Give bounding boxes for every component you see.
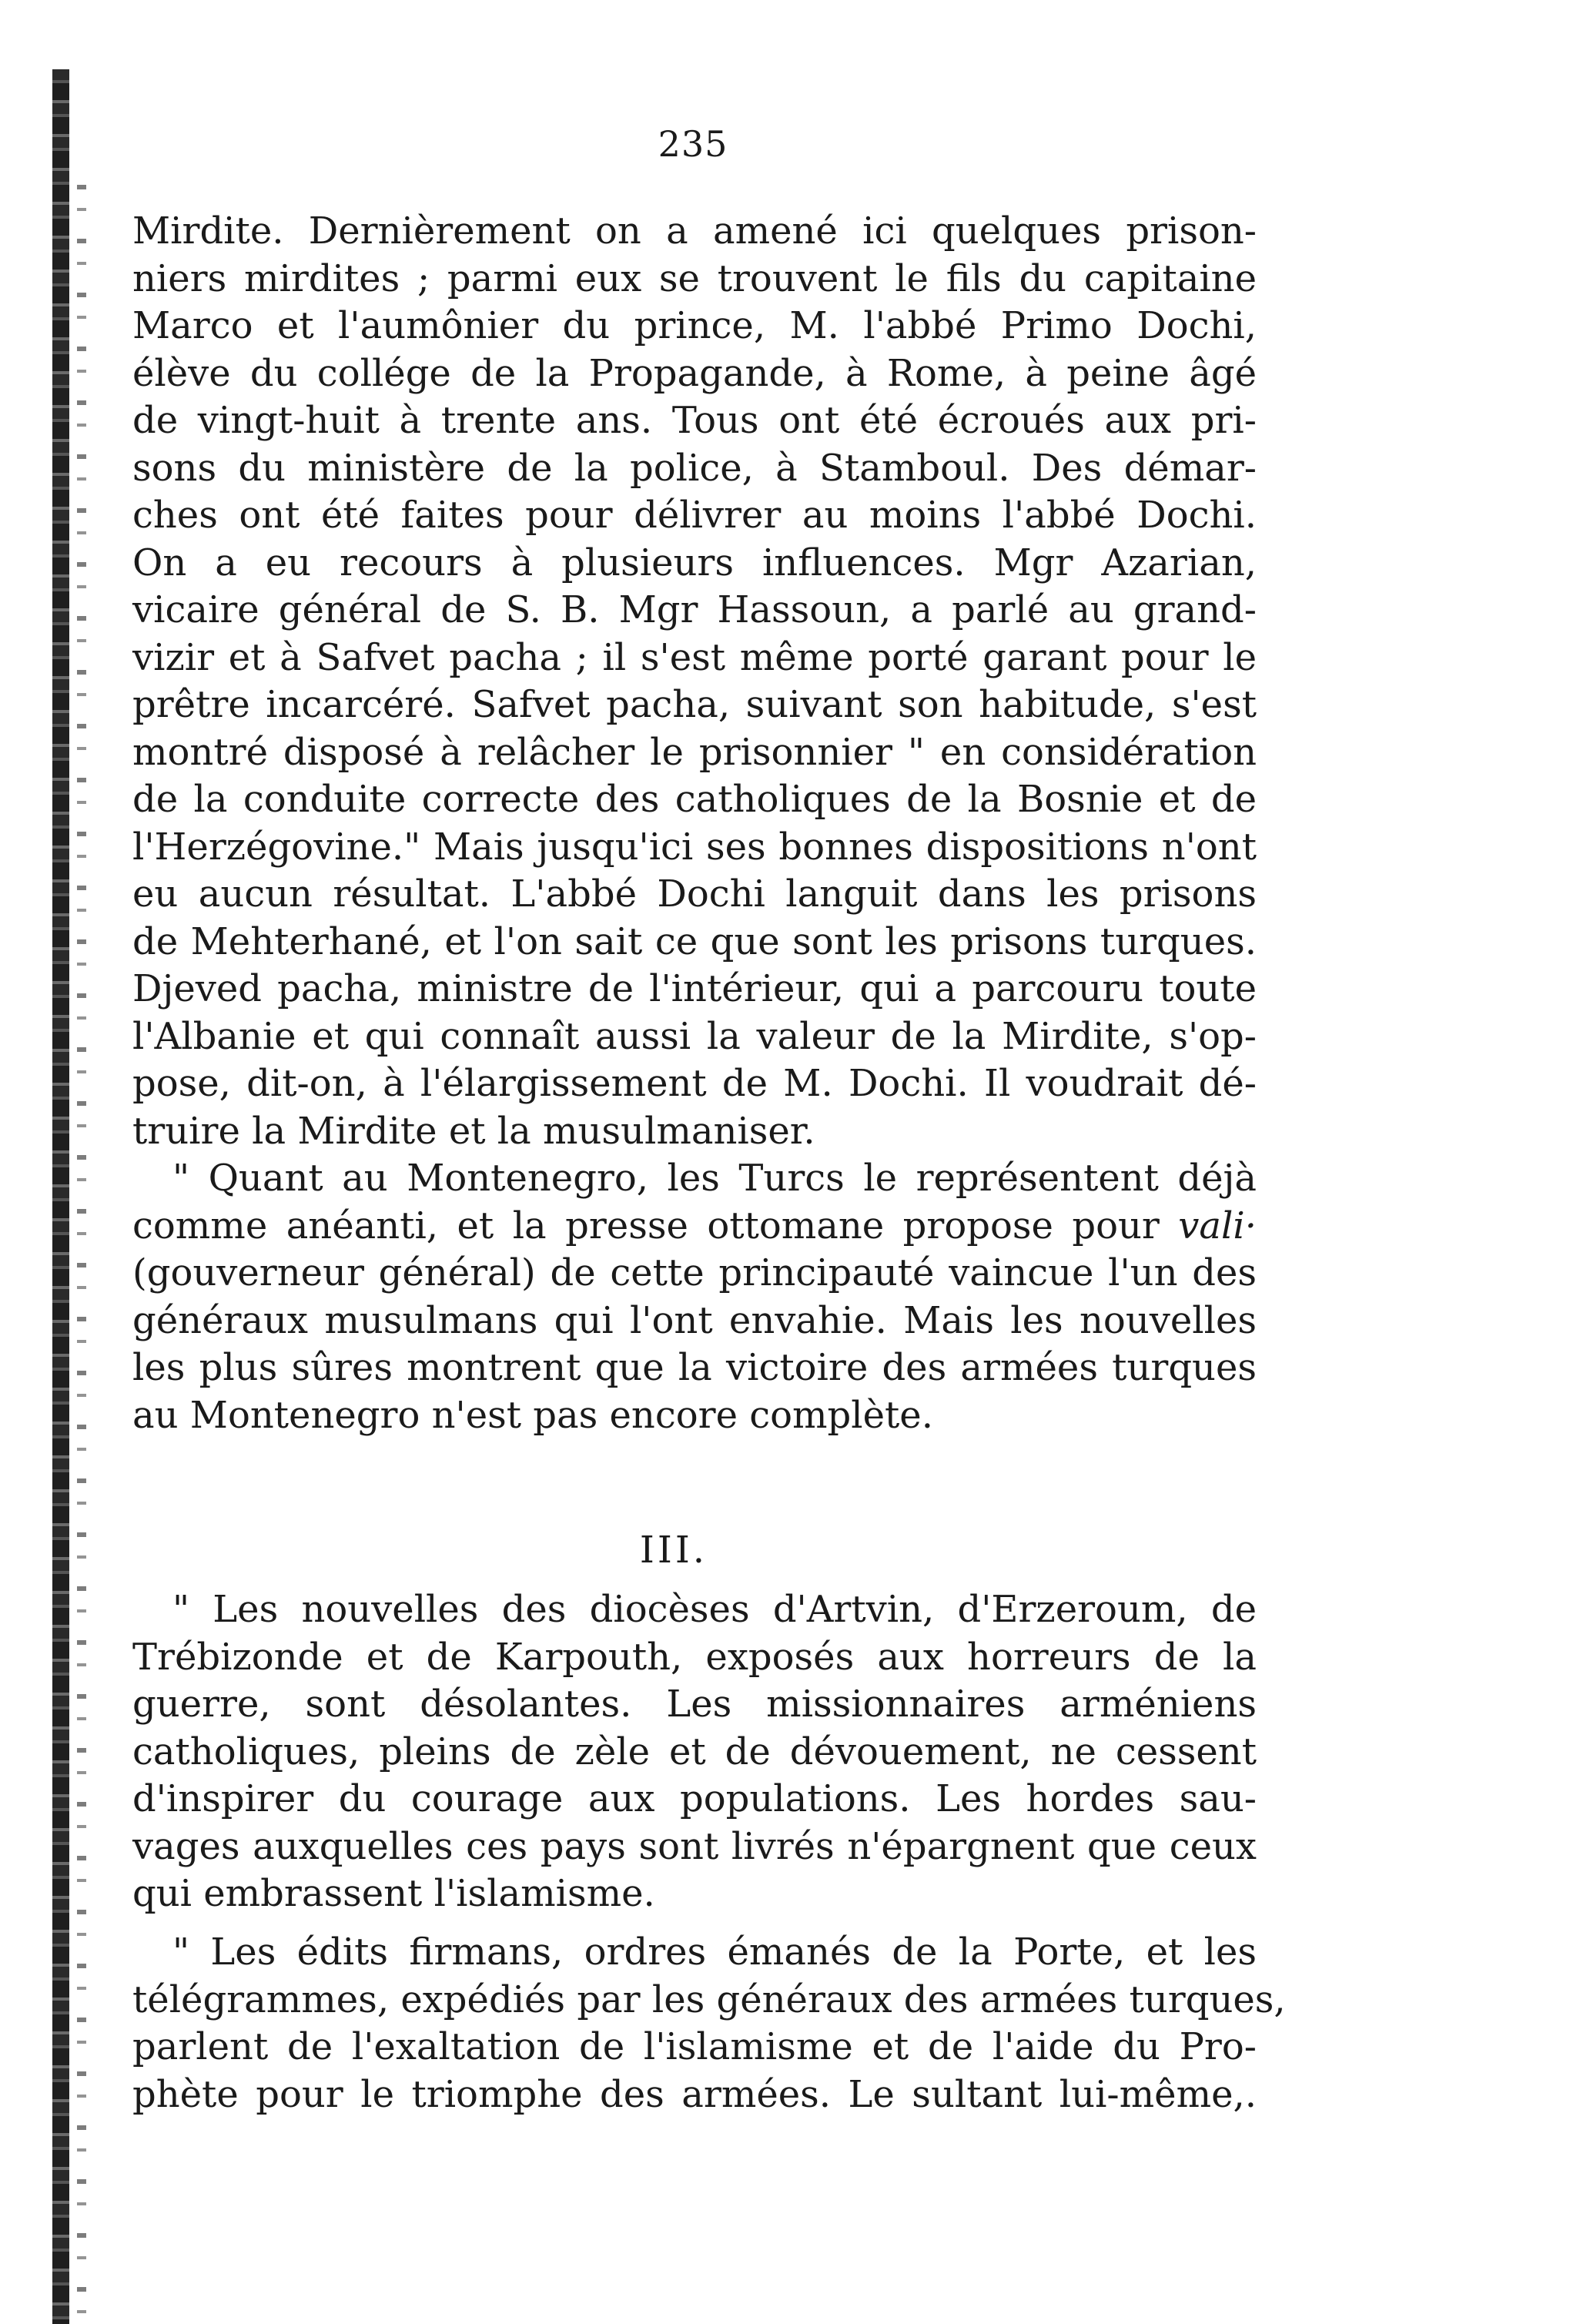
text-line: l'Herzégovine." Mais jusqu'ici ses bonnes dispositions n'ont xyxy=(132,825,1257,869)
text-line: truire la Mirdite et la musulmaniser. xyxy=(132,1109,815,1153)
text-line: niers mirdites ; parmi eux se trouvent le fils du capitaine xyxy=(132,256,1257,300)
text-line: vizir et à Safvet pacha ; il s'est même porté garant pour le xyxy=(132,635,1257,679)
text-line: " Les nouvelles des diocèses d'Artvin, d'Erzeroum, de xyxy=(172,1588,1257,1631)
text-line xyxy=(132,1203,1257,1251)
text-line: de la conduite correcte des catholiques de la Bosnie et de xyxy=(132,778,1257,821)
paragraph-montenegro xyxy=(132,1155,1257,1439)
text-line: pose, dit-on, à l'élargissement de M. Dochi. Il voudrait dé- xyxy=(132,1062,1257,1105)
text-line: généraux musulmans qui l'ont envahie. Mais les nouvelles xyxy=(132,1298,1257,1342)
text-line: Djeved pacha, ministre de l'intérieur, qui a parcouru toute xyxy=(132,967,1257,1010)
text-line: parlent de l'exaltation de l'islamisme et de l'aide du Pro- xyxy=(132,2025,1257,2068)
paragraph-edicts xyxy=(132,1929,1286,2118)
text-line: ches ont été faites pour délivrer au moins l'abbé Dochi. xyxy=(132,494,1257,537)
text-line: catholiques, pleins de zèle et de dévouement, ne cessent xyxy=(132,1730,1257,1773)
text-line-part: comme anéanti, et la presse ottomane propose pour xyxy=(132,1204,1179,1247)
text-line: sons du ministère de la police, à Stamboul. Des démar- xyxy=(132,446,1257,490)
text-line: de vingt-huit à trente ans. Tous ont été écroués aux pri- xyxy=(132,399,1257,442)
text-line: de Mehterhané, et l'on sait ce que sont les prisons turques. xyxy=(132,919,1257,963)
paragraph-dioceses xyxy=(132,1586,1257,1918)
text-line: phète pour le triomphe des armées. Le sultant lui-même,. xyxy=(132,2072,1257,2116)
text-line: l'Albanie et qui connaît aussi la valeur de la Mirdite, s'op- xyxy=(132,1014,1257,1058)
text-line: " Les édits firmans, ordres émanés de la Porte, et les xyxy=(172,1931,1257,1974)
text-line: élève du collége de la Propagande, à Rome, à peine âgé xyxy=(132,351,1257,395)
section-heading: III. xyxy=(639,1529,708,1572)
text-line: prêtre incarcéré. Safvet pacha, suivant son habitude, s'est xyxy=(132,683,1257,726)
text-line: (gouverneur général) de cette principauté vaincue l'un des xyxy=(132,1251,1257,1294)
text-line: qui embrassent l'islamisme. xyxy=(132,1872,655,1915)
paragraph-mirdite xyxy=(132,208,1257,1155)
text-line: montré disposé à relâcher le prisonnier " en considération xyxy=(132,730,1257,774)
italic-word-vali: vali· xyxy=(1178,1204,1257,1247)
text-line: guerre, sont désolantes. Les missionnaires arméniens xyxy=(132,1683,1257,1726)
text-line: vages auxquelles ces pays sont livrés n'épargnent que ceux xyxy=(132,1824,1257,1868)
text-line: d'inspirer du courage aux populations. Les hordes sau- xyxy=(132,1777,1257,1820)
text-line: On a eu recours à plusieurs influences. Mgr Azarian, xyxy=(132,541,1257,584)
text-line: Trébizonde et de Karpouth, exposés aux horreurs de la xyxy=(132,1635,1257,1679)
text-line: " Quant au Montenegro, les Turcs le représentent déjà xyxy=(172,1157,1257,1200)
page-binding-edge xyxy=(52,69,69,2324)
text-line: eu aucun résultat. L'abbé Dochi languit dans les prisons xyxy=(132,872,1257,916)
text-line: télégrammes, expédiés par les généraux des armées turques, xyxy=(132,1977,1286,2021)
page-number: 235 xyxy=(658,123,728,165)
text-line: vicaire général de S. B. Mgr Hassoun, a parlé au grand- xyxy=(132,588,1257,631)
text-line: Marco et l'aumônier du prince, M. l'abbé Primo Dochi, xyxy=(132,304,1257,347)
text-line: Mirdite. Dernièrement on a amené ici quelques prison- xyxy=(132,209,1257,253)
text-line: au Montenegro n'est pas encore complète. xyxy=(132,1393,933,1437)
text-line: les plus sûres montrent que la victoire des armées turques xyxy=(132,1346,1257,1389)
page-binding-shadow xyxy=(77,185,86,2324)
